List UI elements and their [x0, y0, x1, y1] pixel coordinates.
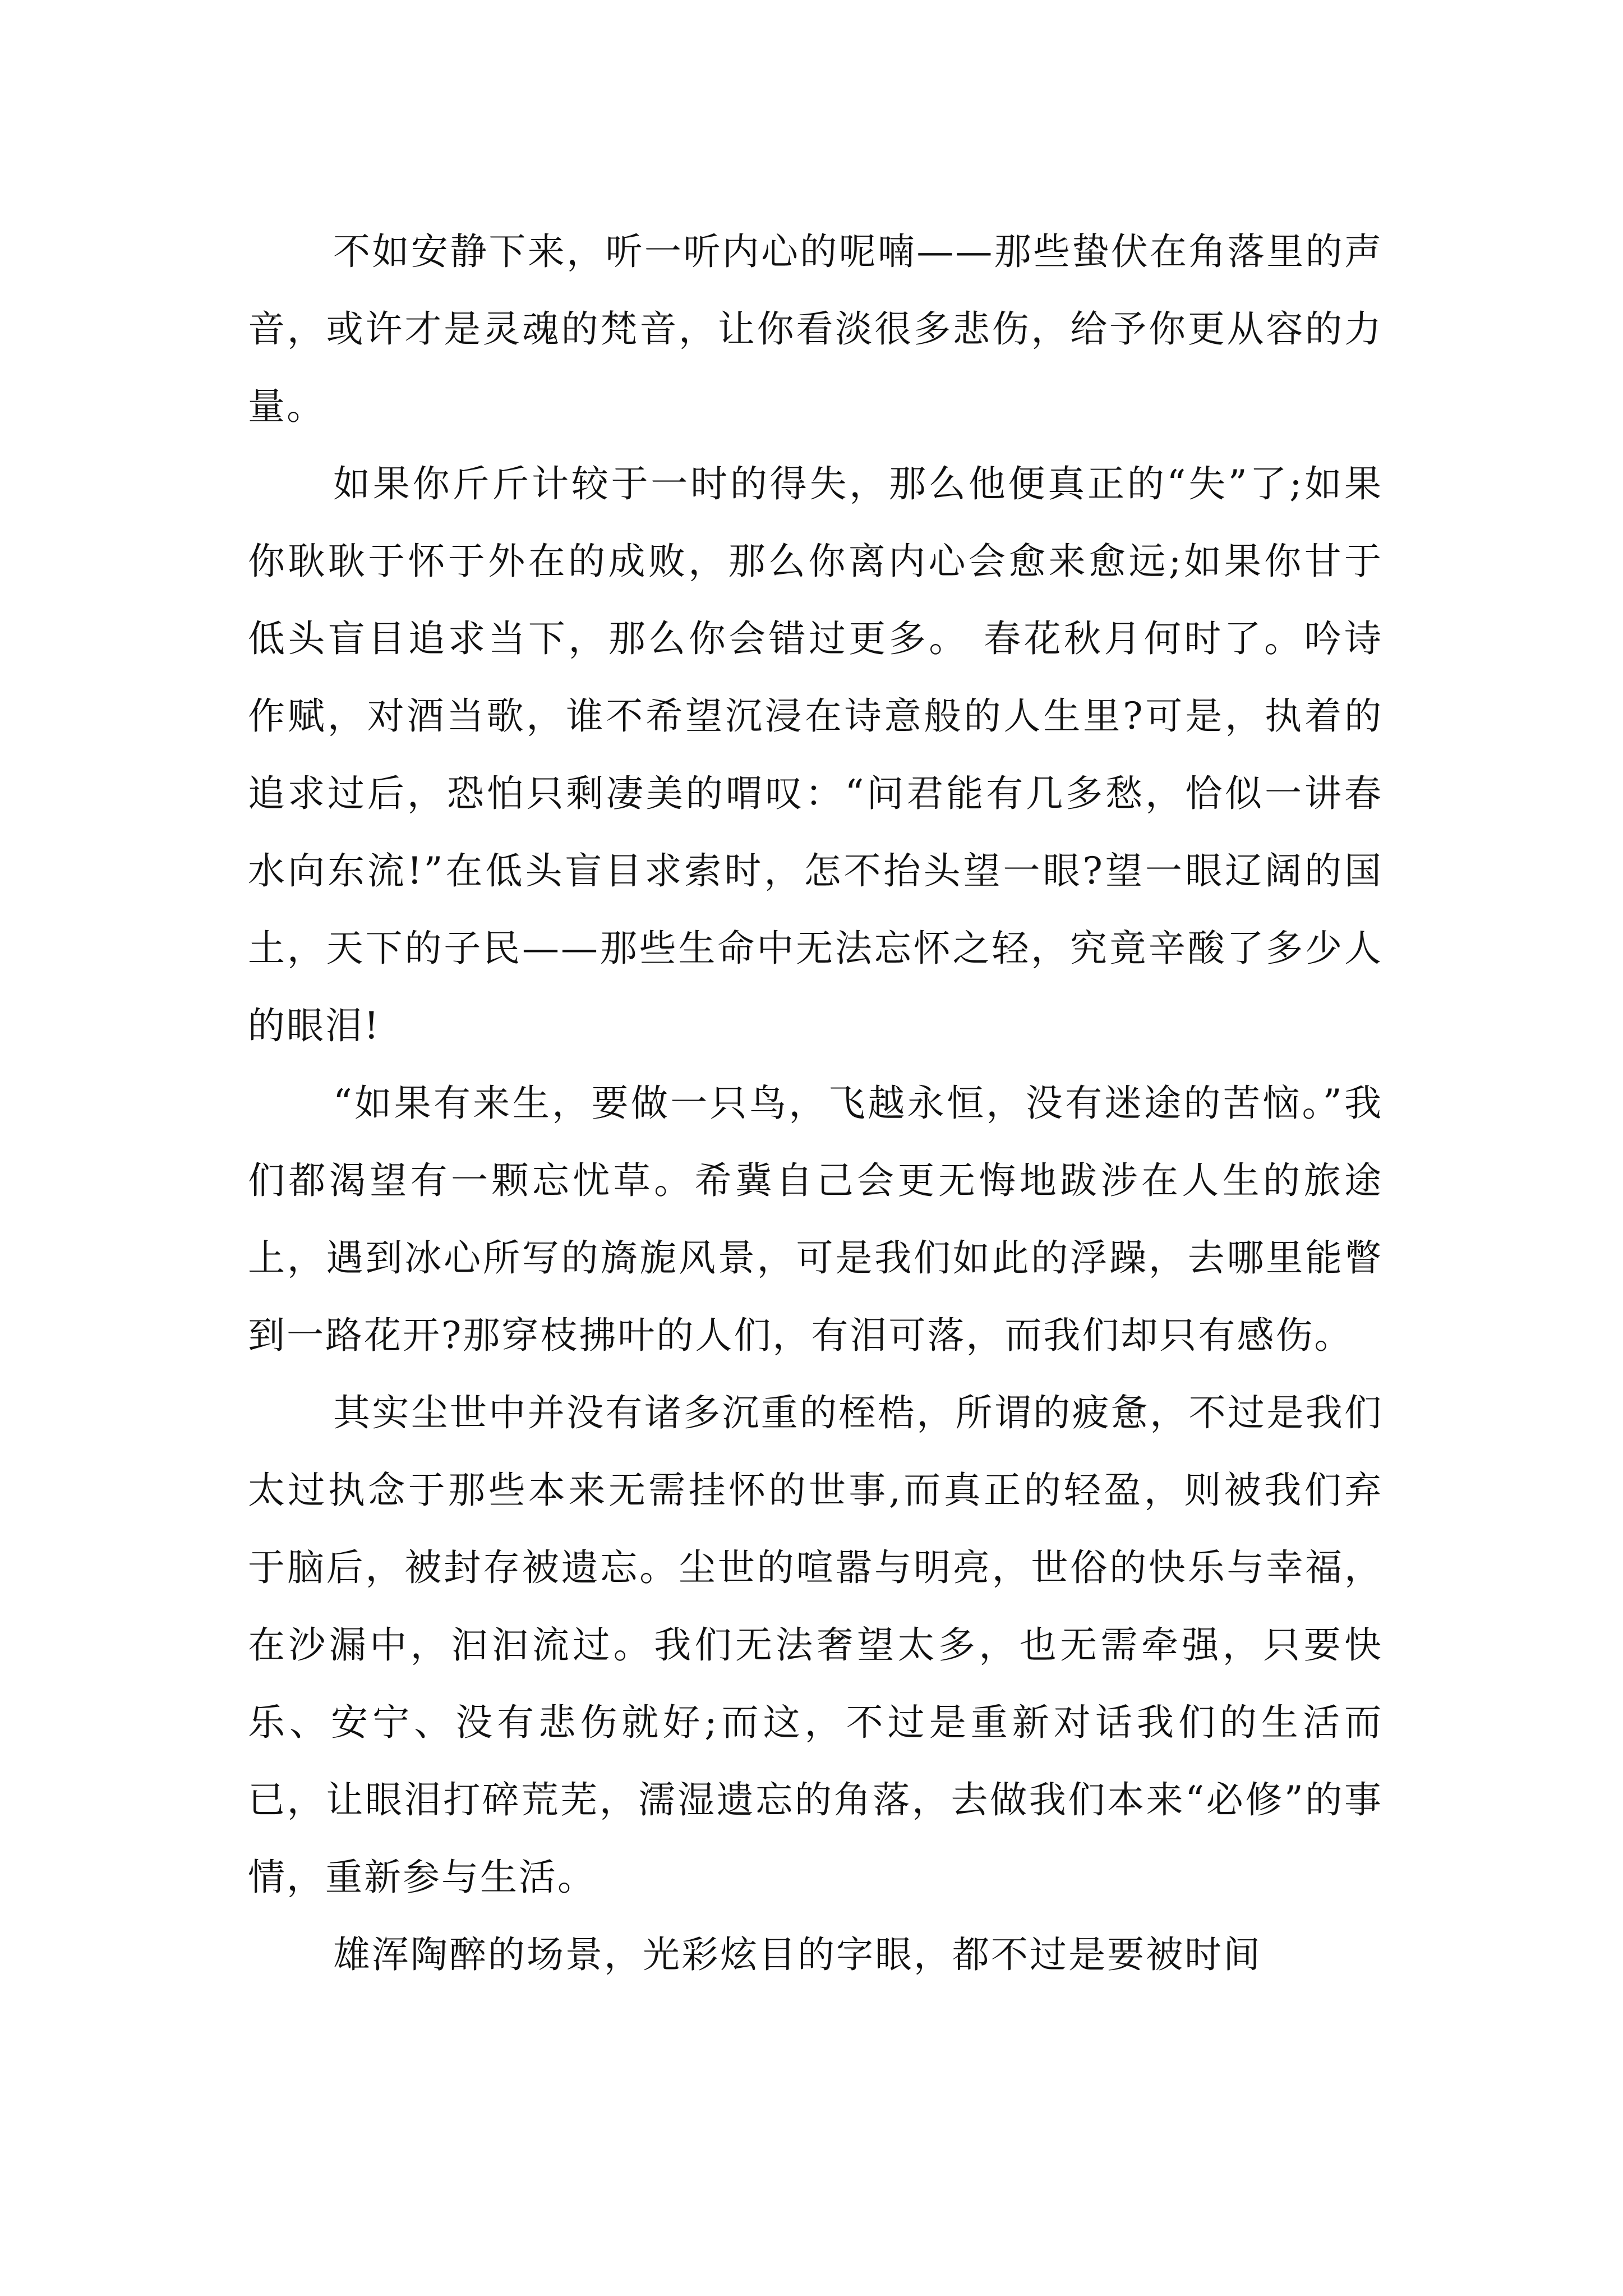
- paragraph-4: 其实尘世中并没有诸多沉重的桎梏，所谓的疲惫，不过是我们太过执念于那些本来无需挂怀的世事,而真正的轻盈，则被我们弃于脑后，被封存被遗忘。尘世的喧嚣与明亮，世俗的快乐与幸福，在沙漏中，汩汩流过。我们无法奢望太多，也无需牵强，只要快乐、安宁、没有悲伤就好;而这，不过是重新对话我们的生活而已，让眼泪打碎荒芜，濡湿遗忘的角落，去做我们本来“必修”的事情，重新参与生活。: [248, 1391, 1383, 1899]
- paragraph-3: “如果有来生，要做一只鸟，飞越永恒，没有迷途的苦恼。”我们都渴望有一颗忘忧草。希冀自己会更无悔地跋涉在人生的旅途上，遇到冰心所写的旖旎风景，可是我们如此的浮躁，去哪里能瞥到一路花开?那穿枝拂叶的人们，有泪可落，而我们却只有感伤。: [248, 1082, 1383, 1357]
- paragraph-2: 如果你斤斤计较于一时的得失，那么他便真正的“失”了;如果你耿耿于怀于外在的成败，那么你离内心会愈来愈远;如果你甘于低头盲目追求当下，那么你会错过更多。 春花秋月何时了。吟诗作赋，对酒当歌，谁不希望沉浸在诗意般的人生里?可是，执着的追求过后，恐怕只剩凄美的喟叹：“问君能有几多愁，恰似一讲春水向东流!”在低头盲目求索时，怎不抬头望一眼?望一眼辽阔的国土，天下的子民——那些生命中无法忘怀之轻，究竟辛酸了多少人的眼泪!: [248, 462, 1383, 1047]
- document-body: [248, 213, 1383, 1994]
- paragraph-1: 不如安静下来，听一听内心的呢喃——那些蛰伏在角落里的声音，或许才是灵魂的梵音，让你看淡很多悲伤，给予你更从容的力量。: [248, 230, 1383, 428]
- paragraph-5: 雄浑陶醉的场景，光彩炫目的字眼，都不过是要被时间: [333, 1933, 1262, 1976]
